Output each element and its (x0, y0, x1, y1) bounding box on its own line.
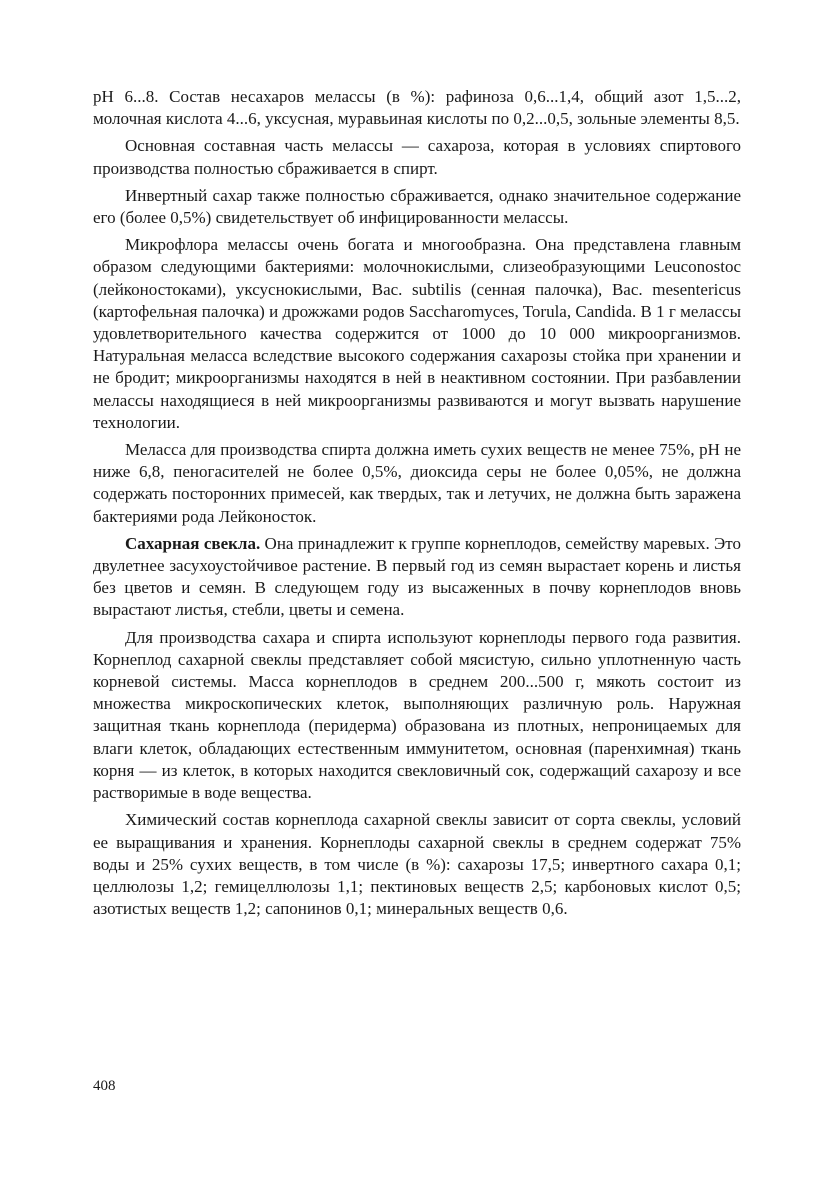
paragraph-6-body: Она принадлежит к группе корнеплодов, семейству маревых. Это двулетнее засухоустойчивое растение. В первый год из семян вырастает корень и листья без цветов и семян. В следующем году из высаженных в почву корнеплодов вновь вырастают листья, стебли, цветы и семена. (93, 533, 741, 620)
section-heading-sugar-beet: Сахарная свекла. (125, 533, 261, 553)
paragraph-3: Инвертный сахар также полностью сбраживается, однако значительное содержание его (более 0,5%) свидетельствует об инфицированности мелассы. (93, 185, 741, 228)
paragraph-2: Основная составная часть мелассы — сахароза, которая в условиях спиртового производства полностью сбраживается в спирт. (93, 136, 741, 178)
paragraph-4: Микрофлора мелассы очень богата и многообразна. Она представлена главным образом следующими бактериями: молочнокислыми, слизеобразующими Leuconostoc (лейконостоками), уксуснокислыми, Bac. subtilis (сенная палочка), Bac. mesentericus (картофельная палочка) и дрожжами родов Saccharomyces, Torula, Candida. В 1 г мелассы удовлетворительного качества содержится от 1000 до 10 000 микроорганизмов. Натуральная меласса вследствие высокого содержания сахарозы стойка при хранении и не бродит; микроорганизмы находятся в ней в неактивном состоянии. При разбавлении мелассы находящиеся в ней микроорганизмы развиваются и могут вызвать нарушение технологии. (93, 235, 741, 432)
paragraph-7: Для производства сахара и спирта используют корнеплоды первого года развития. Корнеплод сахарной свеклы представляет собой мясистую, сильно уплотненную часть корневой системы. Масса корнеплодов в среднем 200...500 г, мякоть состоит из множества микроскопических клеток, выполняющих различную роль. Наружная защитная ткань корнеплода (перидерма) образована из плотных, непроницаемых для влаги клеток, обладающих естественным иммунитетом, основная (паренхимная) ткань корня — из клеток, в которых находится свекловичный сок, содержащий сахарозу и все растворимые в воде вещества. (93, 627, 741, 803)
page-text (93, 86, 741, 925)
paragraph-6 (93, 533, 741, 622)
page-number: 408 (93, 1078, 116, 1094)
paragraph-8: Химический состав корнеплода сахарной свеклы зависит от сорта свеклы, условий ее выращивания и хранения. Корнеплоды сахарной свеклы в среднем содержат 75% воды и 25% сухих веществ, в том числе (в %): сахарозы 17,5; инвертного сахара 0,1; целлюлозы 1,2; гемицеллюлозы 1,1; пектиновых веществ 2,5; карбоновых кислот 0,5; азотистых веществ 1,2; сапонинов 0,1; минеральных веществ 0,6. (93, 810, 741, 919)
paragraph-1: pH 6...8. Состав несахаров мелассы (в %): рафиноза 0,6...1,4, общий азот 1,5...2, молочная кислота 4...6, уксусная, муравьиная кислоты по 0,2...0,5, зольные элементы 8,5. (93, 87, 741, 129)
paragraph-5: Меласса для производства спирта должна иметь сухих веществ не менее 75%, pH не ниже 6,8, пеногасителей не более 0,5%, диоксида серы не более 0,05%, не должна содержать посторонних примесей, как твердых, так и летучих, не должна быть заражена бактериями рода Лейконосток. (93, 440, 741, 526)
